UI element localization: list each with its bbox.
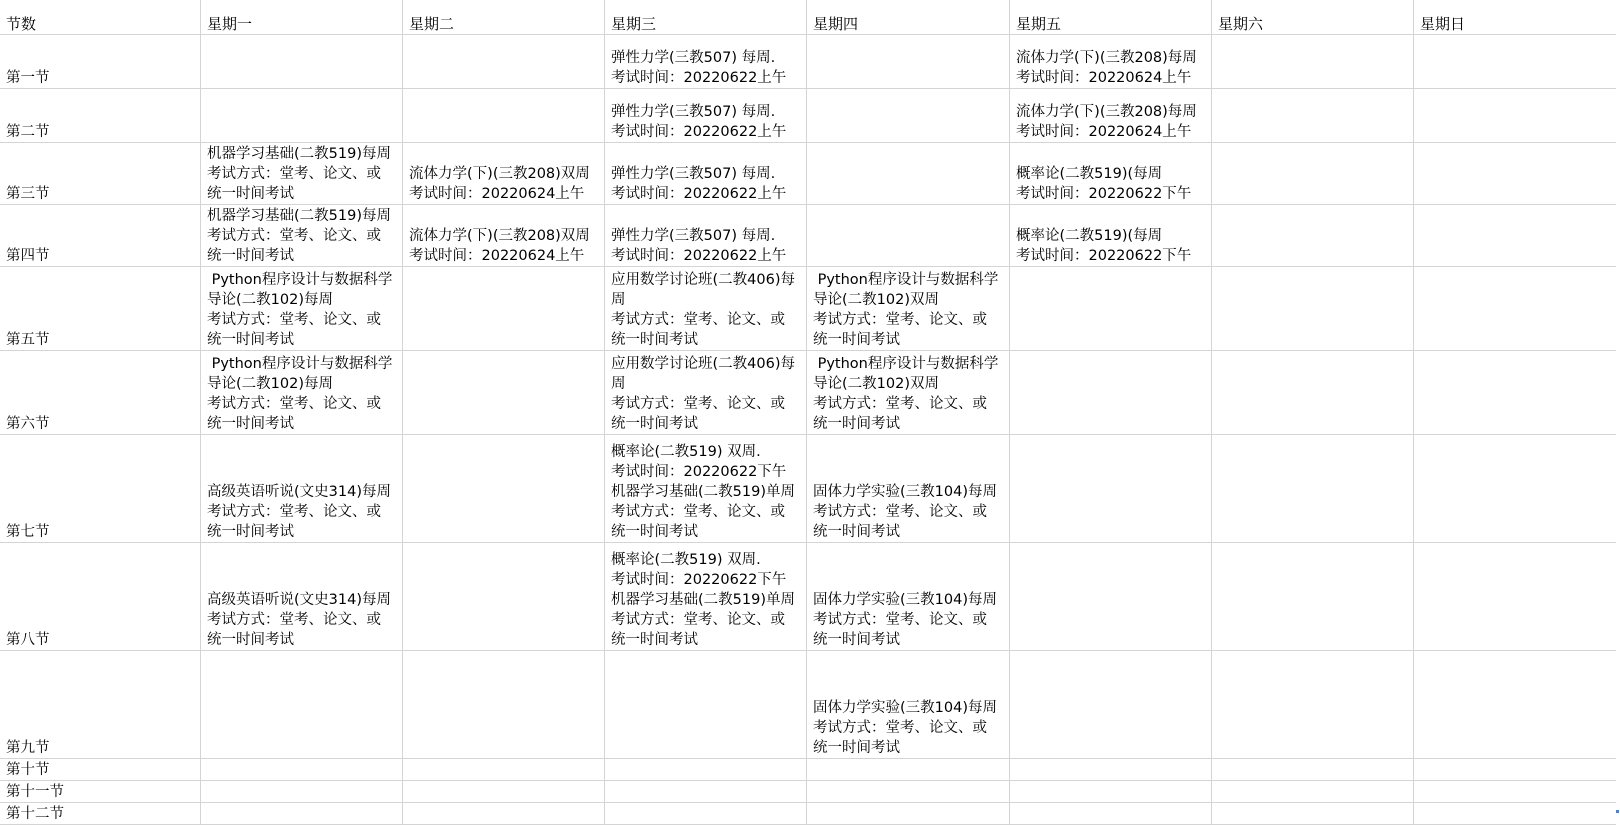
course-cell[interactable] <box>1414 435 1616 542</box>
table-row <box>0 143 1616 205</box>
course-cell[interactable] <box>201 759 403 780</box>
period-cell[interactable] <box>0 267 201 350</box>
course-cell[interactable] <box>1010 803 1212 824</box>
course-cell[interactable] <box>605 651 807 758</box>
period-cell[interactable] <box>0 435 201 542</box>
course-cell[interactable] <box>1010 759 1212 780</box>
course-cell[interactable] <box>1414 35 1616 88</box>
course-cell[interactable] <box>403 143 605 204</box>
cell-text: Python程序设计与数据科学 导论(二教102)每周 考试方式：堂考、论文、或 统一时间考试 <box>207 356 393 432</box>
course-cell[interactable] <box>1212 351 1414 434</box>
course-cell[interactable] <box>1414 351 1616 434</box>
course-cell[interactable] <box>1414 759 1616 780</box>
cell-text: 第五节 <box>6 332 50 348</box>
course-cell[interactable] <box>807 89 1010 142</box>
header-cell-day[interactable] <box>1414 0 1616 34</box>
course-cell[interactable] <box>1010 143 1212 204</box>
course-cell[interactable] <box>807 651 1010 758</box>
cell-text: 机器学习基础(二教519)每周 考试方式：堂考、论文、或 统一时间考试 <box>207 146 391 202</box>
cell-text: 概率论(二教519) 双周. 考试时间：20220622下午 机器学习基础(二教519)单周 考试方式：堂考、论文、或 统一时间考试 <box>611 552 795 648</box>
course-cell[interactable] <box>1414 781 1616 802</box>
course-cell[interactable] <box>403 543 605 650</box>
course-cell[interactable] <box>1414 89 1616 142</box>
cell-text: 第十一节 <box>6 784 64 800</box>
period-cell[interactable] <box>0 651 201 758</box>
table-row <box>0 781 1616 803</box>
cell-text: 流体力学(下)(三教208)每周 考试时间：20220624上午 <box>1016 104 1197 140</box>
column-header-label: 星期五 <box>1016 15 1062 33</box>
course-cell[interactable] <box>807 543 1010 650</box>
course-cell[interactable] <box>605 803 807 824</box>
course-cell[interactable] <box>1212 543 1414 650</box>
cell-text: 机器学习基础(二教519)每周 考试方式：堂考、论文、或 统一时间考试 <box>207 208 391 264</box>
cell-text: Python程序设计与数据科学 导论(二教102)双周 考试方式：堂考、论文、或 统一时间考试 <box>813 272 999 348</box>
course-cell[interactable] <box>1010 89 1212 142</box>
course-cell[interactable] <box>807 205 1010 266</box>
course-cell[interactable] <box>1010 35 1212 88</box>
cell-text: 第六节 <box>6 416 50 432</box>
header-cell-day[interactable] <box>1212 0 1414 34</box>
cell-text: 第十二节 <box>6 806 64 822</box>
course-cell[interactable] <box>605 543 807 650</box>
course-cell[interactable] <box>605 351 807 434</box>
cell-text: 流体力学(下)(三教208)双周 考试时间：20220624上午 <box>409 166 590 202</box>
course-cell[interactable] <box>403 435 605 542</box>
course-cell[interactable] <box>1010 351 1212 434</box>
course-cell[interactable] <box>201 543 403 650</box>
course-cell[interactable] <box>807 35 1010 88</box>
course-cell[interactable] <box>403 35 605 88</box>
course-cell[interactable] <box>201 781 403 802</box>
cell-text: 弹性力学(三教507) 每周. 考试时间：20220622上午 <box>611 50 787 86</box>
column-header-label: 星期二 <box>409 15 455 33</box>
cell-text: 第三节 <box>6 186 50 202</box>
cell-text: 第一节 <box>6 70 50 86</box>
course-cell[interactable] <box>201 267 403 350</box>
period-cell[interactable] <box>0 205 201 266</box>
course-cell[interactable] <box>1212 651 1414 758</box>
course-cell[interactable] <box>605 143 807 204</box>
column-header-label: 星期三 <box>611 15 657 33</box>
cell-text: 应用数学讨论班(二教406)每 周 考试方式：堂考、论文、或 统一时间考试 <box>611 272 795 348</box>
column-header-label: 星期一 <box>207 15 253 33</box>
period-cell[interactable] <box>0 759 201 780</box>
cell-text: 第八节 <box>6 632 50 648</box>
course-cell[interactable] <box>201 803 403 824</box>
course-cell[interactable] <box>1212 89 1414 142</box>
header-cell-day[interactable] <box>807 0 1010 34</box>
cell-text: 弹性力学(三教507) 每周. 考试时间：20220622上午 <box>611 166 787 202</box>
course-cell[interactable] <box>403 89 605 142</box>
header-cell-period[interactable] <box>0 0 201 34</box>
course-cell[interactable] <box>807 435 1010 542</box>
course-cell[interactable] <box>1212 35 1414 88</box>
cell-text: Python程序设计与数据科学 导论(二教102)每周 考试方式：堂考、论文、或 统一时间考试 <box>207 272 393 348</box>
course-cell[interactable] <box>605 267 807 350</box>
course-cell[interactable] <box>605 89 807 142</box>
course-cell[interactable] <box>1212 759 1414 780</box>
cell-text: 第九节 <box>6 740 50 756</box>
course-cell[interactable] <box>605 781 807 802</box>
course-cell[interactable] <box>1212 205 1414 266</box>
column-header-label: 星期六 <box>1218 15 1264 33</box>
cell-text: 概率论(二教519)(每周 考试时间：20220622下午 <box>1016 166 1192 202</box>
course-cell[interactable] <box>605 759 807 780</box>
course-cell[interactable] <box>807 759 1010 780</box>
course-cell[interactable] <box>1414 205 1616 266</box>
course-cell[interactable] <box>201 205 403 266</box>
period-cell[interactable] <box>0 143 201 204</box>
course-cell[interactable] <box>201 35 403 88</box>
course-cell[interactable] <box>1212 435 1414 542</box>
column-header-label: 星期四 <box>813 15 859 33</box>
course-cell[interactable] <box>1010 543 1212 650</box>
table-row <box>0 351 1616 435</box>
course-cell[interactable] <box>1212 143 1414 204</box>
table-row <box>0 267 1616 351</box>
column-header-label: 星期日 <box>1420 15 1466 33</box>
cell-text: 流体力学(下)(三教208)双周 考试时间：20220624上午 <box>409 228 590 264</box>
course-cell[interactable] <box>807 781 1010 802</box>
period-cell[interactable] <box>0 351 201 434</box>
cell-text: Python程序设计与数据科学 导论(二教102)双周 考试方式：堂考、论文、或 统一时间考试 <box>813 356 999 432</box>
course-cell[interactable] <box>201 351 403 434</box>
course-cell[interactable] <box>807 351 1010 434</box>
course-cell[interactable] <box>1010 781 1212 802</box>
course-cell[interactable] <box>1010 205 1212 266</box>
cell-text: 第四节 <box>6 248 50 264</box>
header-cell-day[interactable] <box>403 0 605 34</box>
course-cell[interactable] <box>807 267 1010 350</box>
cell-text: 应用数学讨论班(二教406)每 周 考试方式：堂考、论文、或 统一时间考试 <box>611 356 795 432</box>
course-cell[interactable] <box>1414 543 1616 650</box>
table-row <box>0 35 1616 89</box>
header-cell-day[interactable] <box>1010 0 1212 34</box>
period-cell[interactable] <box>0 543 201 650</box>
course-cell[interactable] <box>1212 781 1414 802</box>
cell-text: 流体力学(下)(三教208)每周 考试时间：20220624上午 <box>1016 50 1197 86</box>
course-cell[interactable] <box>1414 267 1616 350</box>
header-row <box>0 0 1616 35</box>
course-cell[interactable] <box>1414 803 1616 824</box>
period-cell[interactable] <box>0 781 201 802</box>
resize-handle[interactable] <box>1616 810 1619 813</box>
header-cell-day[interactable] <box>605 0 807 34</box>
course-cell[interactable] <box>1414 143 1616 204</box>
course-cell[interactable] <box>403 205 605 266</box>
course-cell[interactable] <box>1010 651 1212 758</box>
course-cell[interactable] <box>807 803 1010 824</box>
course-cell[interactable] <box>403 651 605 758</box>
cell-text: 概率论(二教519) 双周. 考试时间：20220622下午 机器学习基础(二教519)单周 考试方式：堂考、论文、或 统一时间考试 <box>611 444 795 540</box>
cell-text: 固体力学实验(三教104)每周 考试方式：堂考、论文、或 统一时间考试 <box>813 592 997 648</box>
cell-text: 高级英语听说(文史314)每周 考试方式：堂考、论文、或 统一时间考试 <box>207 484 391 540</box>
course-cell[interactable] <box>1010 267 1212 350</box>
course-cell[interactable] <box>605 435 807 542</box>
course-cell[interactable] <box>201 435 403 542</box>
table-row <box>0 543 1616 651</box>
course-cell[interactable] <box>605 205 807 266</box>
course-cell[interactable] <box>403 267 605 350</box>
course-cell[interactable] <box>1010 435 1212 542</box>
period-cell[interactable] <box>0 803 201 824</box>
course-cell[interactable] <box>1212 267 1414 350</box>
cell-text: 第七节 <box>6 524 50 540</box>
course-cell[interactable] <box>1212 803 1414 824</box>
course-cell[interactable] <box>201 143 403 204</box>
cell-text: 固体力学实验(三教104)每周 考试方式：堂考、论文、或 统一时间考试 <box>813 484 997 540</box>
cell-text: 弹性力学(三教507) 每周. 考试时间：20220622上午 <box>611 104 787 140</box>
course-cell[interactable] <box>403 803 605 824</box>
cell-text: 固体力学实验(三教104)每周 考试方式：堂考、论文、或 统一时间考试 <box>813 700 997 756</box>
course-cell[interactable] <box>1414 651 1616 758</box>
header-cell-day[interactable] <box>201 0 403 34</box>
cell-text: 弹性力学(三教507) 每周. 考试时间：20220622上午 <box>611 228 787 264</box>
cell-text: 概率论(二教519)(每周 考试时间：20220622下午 <box>1016 228 1192 264</box>
cell-text: 第二节 <box>6 124 50 140</box>
table-row <box>0 803 1616 825</box>
table-row <box>0 759 1616 781</box>
cell-text: 第十节 <box>6 762 50 778</box>
course-cell[interactable] <box>201 651 403 758</box>
course-cell[interactable] <box>807 143 1010 204</box>
course-cell[interactable] <box>403 759 605 780</box>
period-cell[interactable] <box>0 89 201 142</box>
course-cell[interactable] <box>403 351 605 434</box>
course-cell[interactable] <box>201 89 403 142</box>
column-header-label: 节数 <box>6 15 37 33</box>
period-cell[interactable] <box>0 35 201 88</box>
course-cell[interactable] <box>403 781 605 802</box>
table-row <box>0 89 1616 143</box>
course-cell[interactable] <box>605 35 807 88</box>
table-row <box>0 435 1616 543</box>
table-row <box>0 651 1616 759</box>
table-row <box>0 205 1616 267</box>
cell-text: 高级英语听说(文史314)每周 考试方式：堂考、论文、或 统一时间考试 <box>207 592 391 648</box>
